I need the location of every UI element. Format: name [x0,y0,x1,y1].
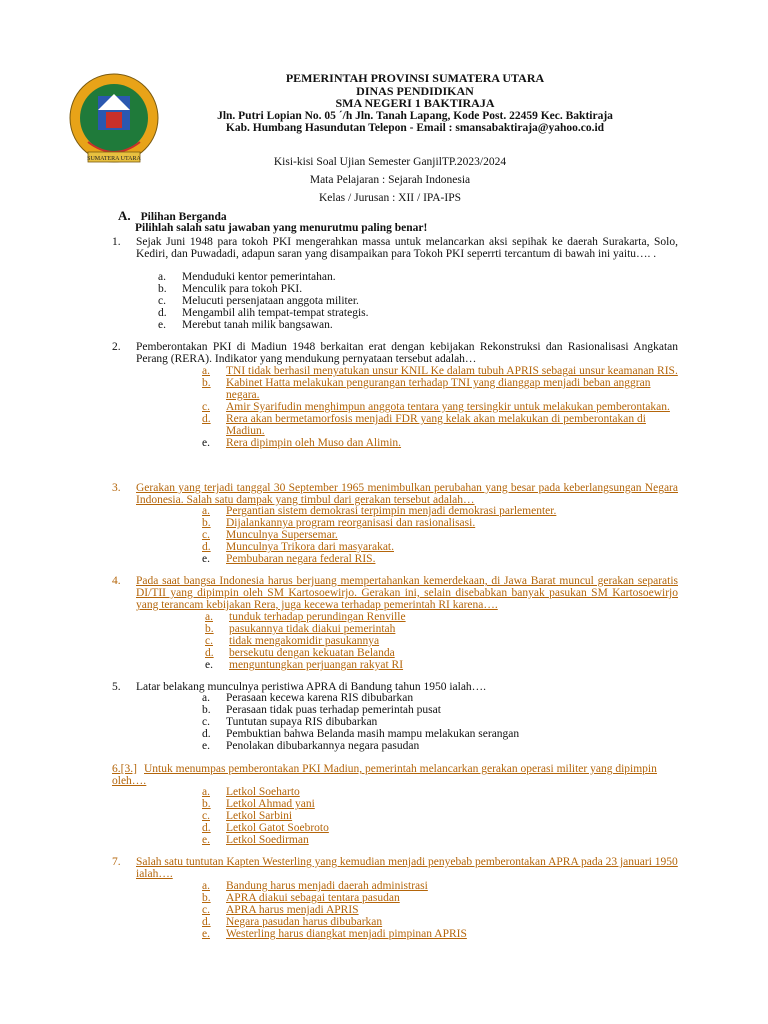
option-letter: e. [158,319,166,331]
question-text: Pemberontakan PKI di Madiun 1948 berkaitan erat dengan kebijakan Rekonstruksi dan Rasionalisasi Angkatan Perang (RERA). Indikator yang mendukung pernyataan tersebut adalah… [136,341,678,365]
option-e[interactable] [158,319,369,331]
exam-title: Kisi-kisi Soal Ujian Semester GanjilTP.2023/2024 [273,156,507,168]
option-text: tidak mengakomidir pasukannya [229,635,380,647]
option-letter: e. [205,659,213,671]
option-e[interactable] [202,553,556,565]
option-text: Perasaan kecewa karena RIS dibubarkan [226,692,414,704]
option-letter: e. [202,928,210,940]
question-number: 1. [112,236,121,248]
option-text: Tuntutan supaya RIS dibubarkan [226,716,378,728]
option-text: Dijalankannya program reorganisasi dan rasionalisasi. [226,517,476,529]
option-letter: a. [202,786,210,798]
option-text: Pembuktian bahwa Belanda masih mampu melakukan serangan [226,728,520,740]
option-letter: e. [202,834,210,846]
option-b[interactable] [202,798,329,810]
option-a[interactable] [202,692,519,704]
question-number: 3. [112,482,121,494]
option-c[interactable] [202,401,678,413]
option-c[interactable] [202,716,519,728]
option-letter: a. [202,880,210,892]
option-letter: b. [158,283,167,295]
option-a[interactable] [205,611,406,623]
option-c[interactable] [205,635,406,647]
option-d[interactable] [202,413,678,437]
option-text: Munculnya Trikora dari masyarakat. [226,541,394,553]
option-letter: b. [202,892,211,904]
option-text: Melucuti persenjataan anggota militer. [182,295,359,307]
option-letter: b. [202,517,211,529]
option-e[interactable] [202,437,678,449]
question-7 [112,856,678,880]
header-line-address: Jln. Putri Lopian No. 05 ´/h Jln. Tanah Lapang, Kode Post. 22459 Kec. Baktiraja [217,109,613,122]
option-e[interactable] [202,928,467,940]
option-letter: c. [202,810,210,822]
provincial-emblem-logo [58,72,170,172]
option-text: Rera akan bermetamorfosis menjadi FDR yang kelak akan melakukan di pemberontakan di Madiun. [226,413,646,437]
option-text: Negara pasudan harus dibubarkan [226,916,383,928]
option-text: Westerling harus diangkat menjadi pimpinan APRIS [226,928,467,940]
section-title: Pilihan Berganda [140,211,227,223]
option-letter: a. [202,365,210,377]
option-text: Amir Syarifudin menghimpun anggota tentara yang tersingkir untuk melakukan pemberontakan. [226,401,670,413]
option-a[interactable] [158,271,369,283]
option-letter: c. [158,295,166,307]
option-text: Munculnya Supersemar. [226,529,338,541]
header-line-government: PEMERINTAH PROVINSI SUMATERA UTARA [285,71,545,85]
option-letter: d. [202,413,211,425]
header-line-school: SMA NEGERI 1 BAKTIRAJA [335,96,495,110]
option-text: tunduk terhadap perundingan Renville [229,611,406,623]
option-e[interactable] [202,834,329,846]
option-d[interactable] [202,916,467,928]
option-b[interactable] [205,623,406,635]
question-text: Gerakan yang terjadi tanggal 30 September 1965 menimbulkan perubahan yang besar pada keberlangsungan Negara Indonesia. Salah satu dampak yang timbul dari gerakan tersebut adalah… [136,482,678,506]
section-instruction: Pilihlah salah satu jawaban yang menurutmu paling benar! [135,222,428,234]
option-text: bersekutu dengan kekuatan Belanda [229,647,395,659]
option-text: Kabinet Hatta melakukan pengurangan terhadap TNI yang dianggap menjadi beban anggran negara. [226,377,651,401]
option-d[interactable] [205,647,406,659]
option-letter: d. [202,728,211,740]
option-letter: a. [202,692,210,704]
option-a[interactable] [202,786,329,798]
question-5-options [202,692,519,752]
option-c[interactable] [202,904,467,916]
section-letter: A. [118,208,131,223]
question-text: Salah satu tuntutan Kapten Westerling yang kemudian menjadi penyebab pemberontakan APRA pada 23 januari 1950 ialah…. [136,856,678,880]
option-letter: d. [202,541,211,553]
option-text: TNI tidak berhasil menyatukan unsur KNIL Ke dalam tubuh APRIS sebagai unsur keamanan RIS. [226,365,678,377]
option-text: Mengambil alih tempat-tempat strategis. [182,307,369,319]
question-text: Latar belakang munculnya peristiwa APRA di Bandung tahun 1950 ialah…. [136,681,487,693]
option-text: Merebut tanah milik bangsawan. [182,319,333,331]
option-letter: a. [202,505,210,517]
option-b[interactable] [202,704,519,716]
option-letter: c. [202,529,210,541]
question-number: 5. [112,681,121,693]
option-c[interactable] [202,529,556,541]
question-6-options [202,786,329,846]
option-letter: c. [205,635,213,647]
option-d[interactable] [202,728,519,740]
option-text: Perasaan tidak puas terhadap pemerintah pusat [226,704,441,716]
option-letter: e. [202,740,210,752]
option-b[interactable] [202,892,467,904]
option-a[interactable] [202,505,556,517]
letterhead [180,72,650,135]
question-7-options [202,880,467,940]
option-a[interactable] [202,365,678,377]
option-letter: c. [202,401,210,413]
option-letter: c. [202,716,210,728]
option-text: Penolakan dibubarkannya negara pasudan [226,740,420,752]
option-text: Pembubaran negara federal RIS. [226,553,376,565]
class-line: Kelas / Jurusan : XII / IPA-IPS [318,192,462,204]
option-b[interactable] [158,283,369,295]
question-1 [112,236,678,260]
option-b[interactable] [202,517,556,529]
option-letter: b. [202,704,211,716]
option-c[interactable] [158,295,369,307]
option-text: Rera dipimpin oleh Muso dan Alimin. [226,437,402,449]
option-text: Letkol Ahmad yani [226,798,315,810]
question-number: 2. [112,341,121,353]
subject-line: Mata Pelajaran : Sejarah Indonesia [309,174,471,186]
header-line-contact: Kab. Humbang Hasundutan Telepon - Email : smansabaktiraja@yahoo.co.id [225,122,605,134]
option-d[interactable] [202,541,556,553]
option-letter: e. [202,553,210,565]
option-letter: b. [202,798,211,810]
option-letter: e. [202,437,210,449]
option-letter: b. [205,623,214,635]
option-text: menguntungkan perjuangan rakyat RI [229,659,404,671]
option-letter: d. [202,916,211,928]
header-line-department: DINAS PENDIDIKAN [356,83,474,98]
question-text: Untuk menumpas pemberontakan PKI Madiun, pemerintah melancarkan gerakan operasi militer yang dipimpin oleh…. [112,763,657,787]
question-4-options [205,611,406,671]
option-letter: b. [202,377,211,389]
option-b[interactable] [202,377,678,401]
option-e[interactable] [202,740,519,752]
question-number: 4. [112,575,121,587]
option-text: Bandung harus menjadi daerah administrasi [226,880,428,892]
option-letter: a. [158,271,166,283]
option-letter: d. [202,822,211,834]
option-letter: a. [205,611,213,623]
option-a[interactable] [202,880,467,892]
option-d[interactable] [158,307,369,319]
question-number: 6.[3.] [112,763,137,775]
option-text: Menculik para tokoh PKI. [182,283,303,295]
question-number: 7. [112,856,121,868]
option-text: Letkol Sarbini [226,810,293,822]
option-c[interactable] [202,810,329,822]
option-d[interactable] [202,822,329,834]
option-text: APRA diakui sebagai tentara pasudan [226,892,400,904]
option-text: Menduduki kentor pemerintahan. [182,271,336,283]
question-3-options [202,505,556,565]
option-text: Letkol Soeharto [226,786,300,798]
option-letter: d. [205,647,214,659]
option-text: Pergantian sistem demokrasi terpimpin menjadi demokrasi parlementer. [226,505,557,517]
option-letter: d. [158,307,167,319]
question-2-options [202,365,678,449]
option-letter: c. [202,904,210,916]
option-text: APRA harus menjadi APRIS [226,904,359,916]
option-text: Letkol Soedirman [226,834,309,846]
question-6 [112,763,678,787]
option-text: pasukannya tidak diakui pemerintah [229,623,396,635]
question-3 [112,482,678,506]
question-text: Pada saat bangsa Indonesia harus berjuang mempertahankan kemerdekaan, di Jawa Barat muncul gerakan separatis DI/TII yang dipimpin oleh SM Kartosoewirjo. Gerakan ini, selain disebabkan banyak pasukan SM Kartosoewirjo yang terancam kebijakan Rera, juga kecewa terhadap pemerintah RI karena…. [136,575,678,611]
option-text: Letkol Gatot Soebroto [226,822,329,834]
question-2 [112,341,678,365]
svg-text:SUMATERA UTARA: SUMATERA UTARA [87,156,141,162]
option-e[interactable] [205,659,406,671]
question-4 [112,575,678,611]
question-1-options [158,271,369,331]
question-text: Sejak Juni 1948 para tokoh PKI mengerahkan massa untuk melancarkan aksi sepihak ke daerah Surakarta, Solo, Kediri, dan Puwadadi, adapun saran yang disampaikan para Tokoh PKI seperrti tercantum di bawah ini yaitu…. . [136,236,678,260]
